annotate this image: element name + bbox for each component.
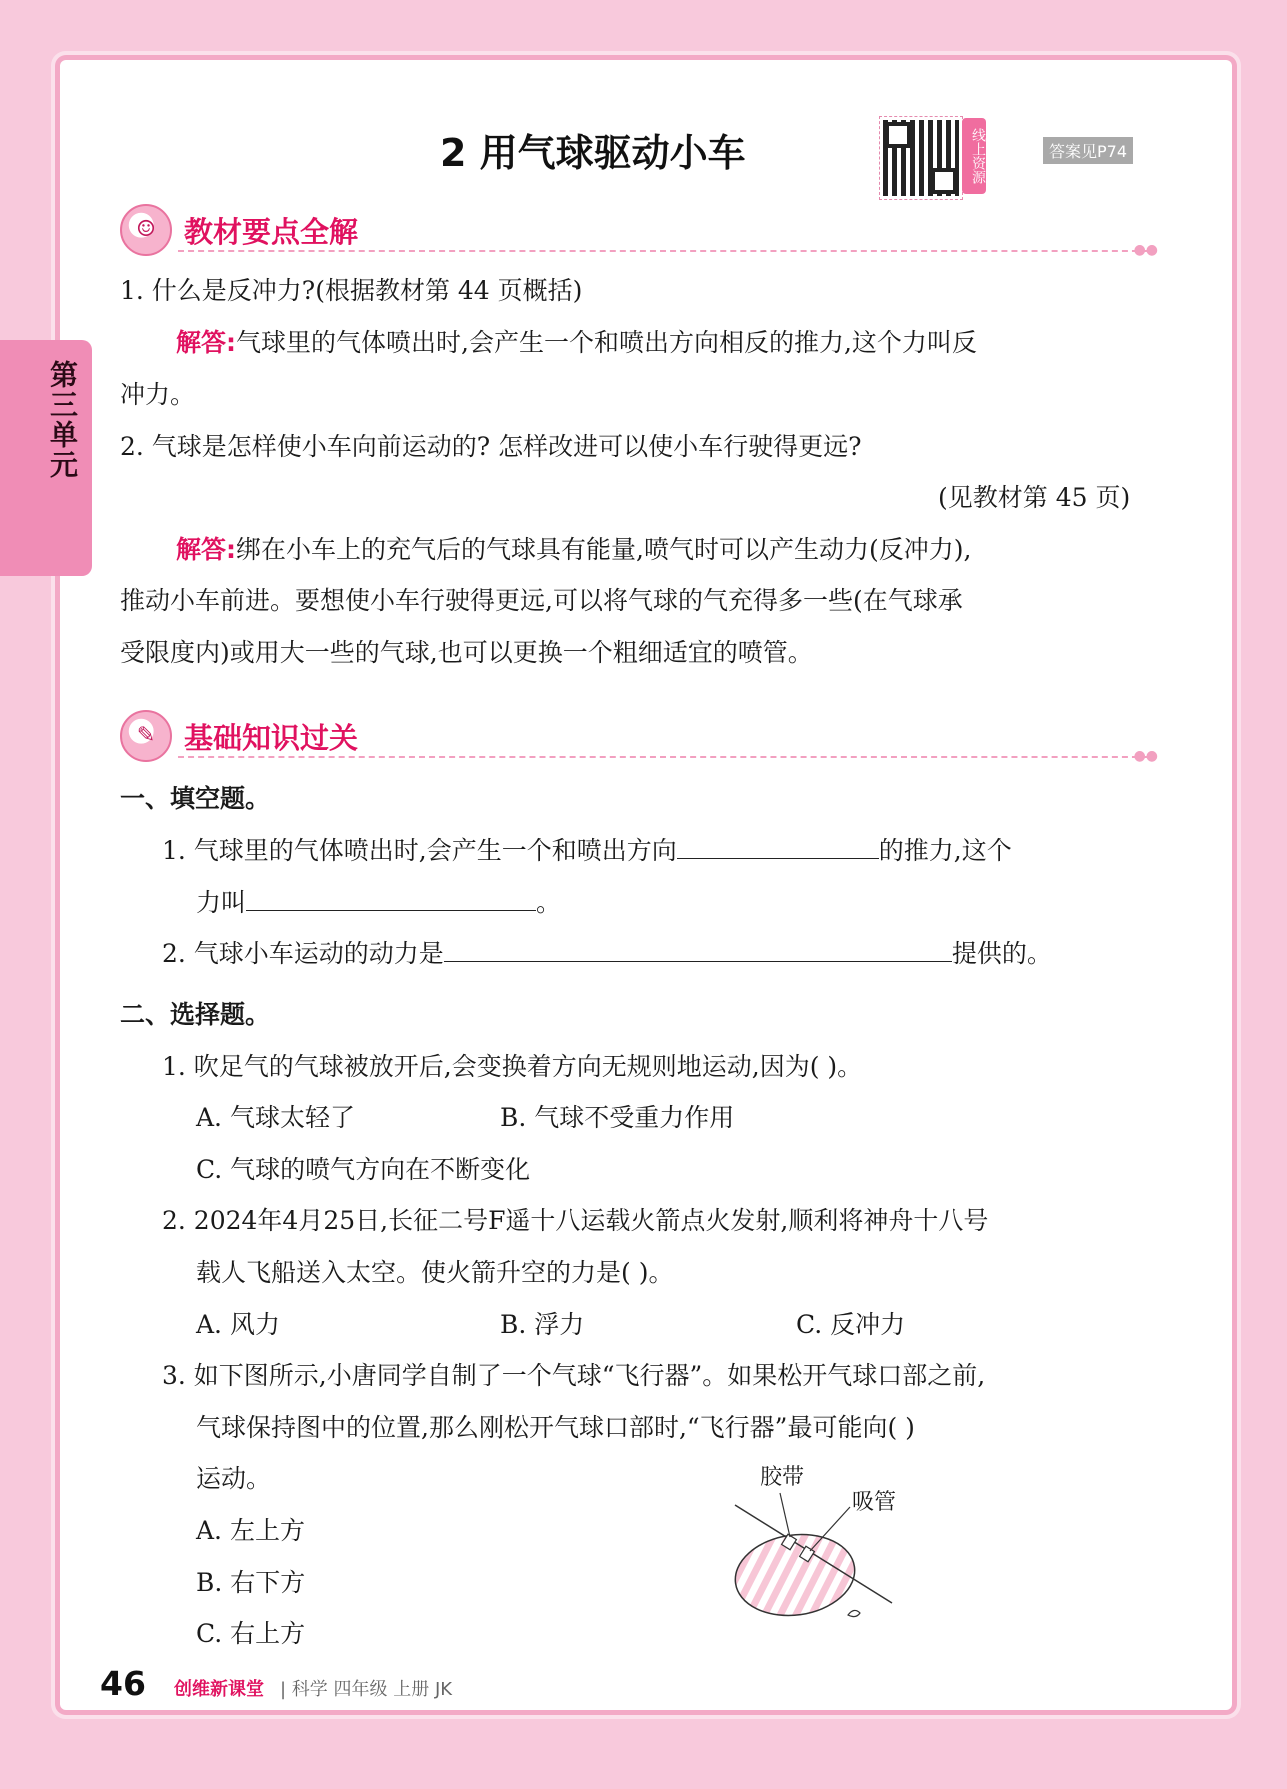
- section-title: 教材要点全解: [184, 215, 359, 249]
- fill-text: 的推力,这个: [878, 836, 1012, 865]
- section-divider: [178, 250, 1148, 252]
- label-straw: 吸管: [852, 1490, 897, 1515]
- section-header-basic-knowledge: [118, 710, 1158, 762]
- answer-blank[interactable]: [677, 836, 879, 859]
- qr-resource-label: 线上资源: [962, 118, 986, 194]
- label-tape: 胶带: [760, 1465, 805, 1490]
- part-fill-in-title: 一、填空题。: [120, 784, 271, 813]
- answer-label: 解答:: [176, 535, 236, 564]
- unit-side-tab-label: 第三单元: [46, 360, 79, 480]
- answer-2-line-2: 推动小车前进。要想使小车行驶得更远,可以将气球的气充得多一些(在气球承: [120, 586, 963, 615]
- cartoon-student-icon: ✎: [120, 710, 172, 762]
- question-2: 2. 气球是怎样使小车向前运动的? 怎样改进可以使小车行驶得更远?: [120, 432, 862, 461]
- choice-1-option-a[interactable]: A. 气球太轻了: [196, 1103, 355, 1132]
- qr-code-icon[interactable]: [880, 117, 962, 199]
- choice-3-option-c[interactable]: C. 右上方: [196, 1619, 306, 1648]
- fill-text: 。: [536, 888, 562, 917]
- answer-blank[interactable]: [444, 939, 952, 962]
- fill-question-2: [162, 937, 1052, 971]
- answer-label: 解答:: [176, 328, 236, 357]
- choice-2-option-c[interactable]: C. 反冲力: [796, 1310, 906, 1339]
- balloon-nozzle: [848, 1610, 860, 1616]
- question-2-reference: (见教材第 45 页): [938, 483, 1131, 512]
- choice-question-3-line-3: 运动。: [196, 1464, 272, 1493]
- fill-text: 力叫: [196, 888, 247, 917]
- dots-icon: ●●: [1133, 748, 1158, 764]
- answer-2-line-3: 受限度内)或用大一些的气球,也可以更换一个粗细适宜的喷管。: [120, 638, 813, 667]
- fill-question-1-line-1: [162, 834, 1012, 868]
- answer-reference-tag: 答案见P74: [1043, 137, 1133, 164]
- balloon-flyer-diagram: [720, 1465, 940, 1635]
- fill-text: 1. 气球里的气体喷出时,会产生一个和喷出方向: [162, 836, 677, 865]
- choice-question-1: 1. 吹足气的气球被放开后,会变换着方向无规则地运动,因为( )。: [162, 1052, 863, 1081]
- choice-1-option-c[interactable]: C. 气球的喷气方向在不断变化: [196, 1155, 531, 1184]
- choice-2-option-b[interactable]: B. 浮力: [500, 1310, 585, 1339]
- choice-question-3-line-2: 气球保持图中的位置,那么刚松开气球口部时,“飞行器”最可能向( ): [196, 1413, 915, 1442]
- balloon-diagram-svg: [720, 1465, 940, 1635]
- choice-2-option-a[interactable]: A. 风力: [196, 1310, 280, 1339]
- book-info: | 科学 四年级 上册 JK: [280, 1679, 453, 1700]
- section-title: 基础知识过关: [184, 721, 359, 755]
- tape-pointer: [780, 1493, 790, 1537]
- answer-text: 气球里的气体喷出时,会产生一个和喷出方向相反的推力,这个力叫反: [236, 328, 977, 357]
- answer-1-line-1: [176, 326, 977, 360]
- dots-icon: ●●: [1133, 242, 1158, 258]
- section-divider: [178, 756, 1148, 758]
- answer-blank[interactable]: [246, 888, 536, 911]
- answer-1-line-2: 冲力。: [120, 380, 196, 409]
- unit-side-tab: [0, 340, 92, 576]
- question-1: 1. 什么是反冲力?(根据教材第 44 页概括): [120, 276, 583, 305]
- choice-question-2-line-1: 2. 2024年4月25日,长征二号F遥十八运载火箭点火发射,顺利将神舟十八号: [162, 1206, 989, 1235]
- choice-3-option-a[interactable]: A. 左上方: [196, 1516, 305, 1545]
- choice-3-option-b[interactable]: B. 右下方: [196, 1568, 306, 1597]
- fill-question-1-line-2: [196, 886, 561, 920]
- page-number: 46: [100, 1664, 146, 1703]
- section-header-key-points: [118, 204, 1158, 256]
- page-title: 2 用气球驱动小车: [440, 131, 746, 175]
- answer-text: 绑在小车上的充气后的气球具有能量,喷气时可以产生动力(反冲力),: [236, 535, 972, 564]
- answer-2-line-1: [176, 533, 971, 567]
- fill-text: 2. 气球小车运动的动力是: [162, 939, 444, 968]
- part-choice-title: 二、选择题。: [120, 1000, 271, 1029]
- choice-question-2-line-2: 载人飞船送入太空。使火箭升空的力是( )。: [196, 1258, 674, 1287]
- cartoon-reader-icon: ☺: [120, 204, 172, 256]
- choice-question-3-line-1: 3. 如下图所示,小唐同学自制了一个气球“飞行器”。如果松开气球口部之前,: [162, 1361, 986, 1390]
- choice-1-option-b[interactable]: B. 气球不受重力作用: [500, 1103, 735, 1132]
- fill-text: 提供的。: [951, 939, 1052, 968]
- brand-name: 创维新课堂: [174, 1679, 264, 1700]
